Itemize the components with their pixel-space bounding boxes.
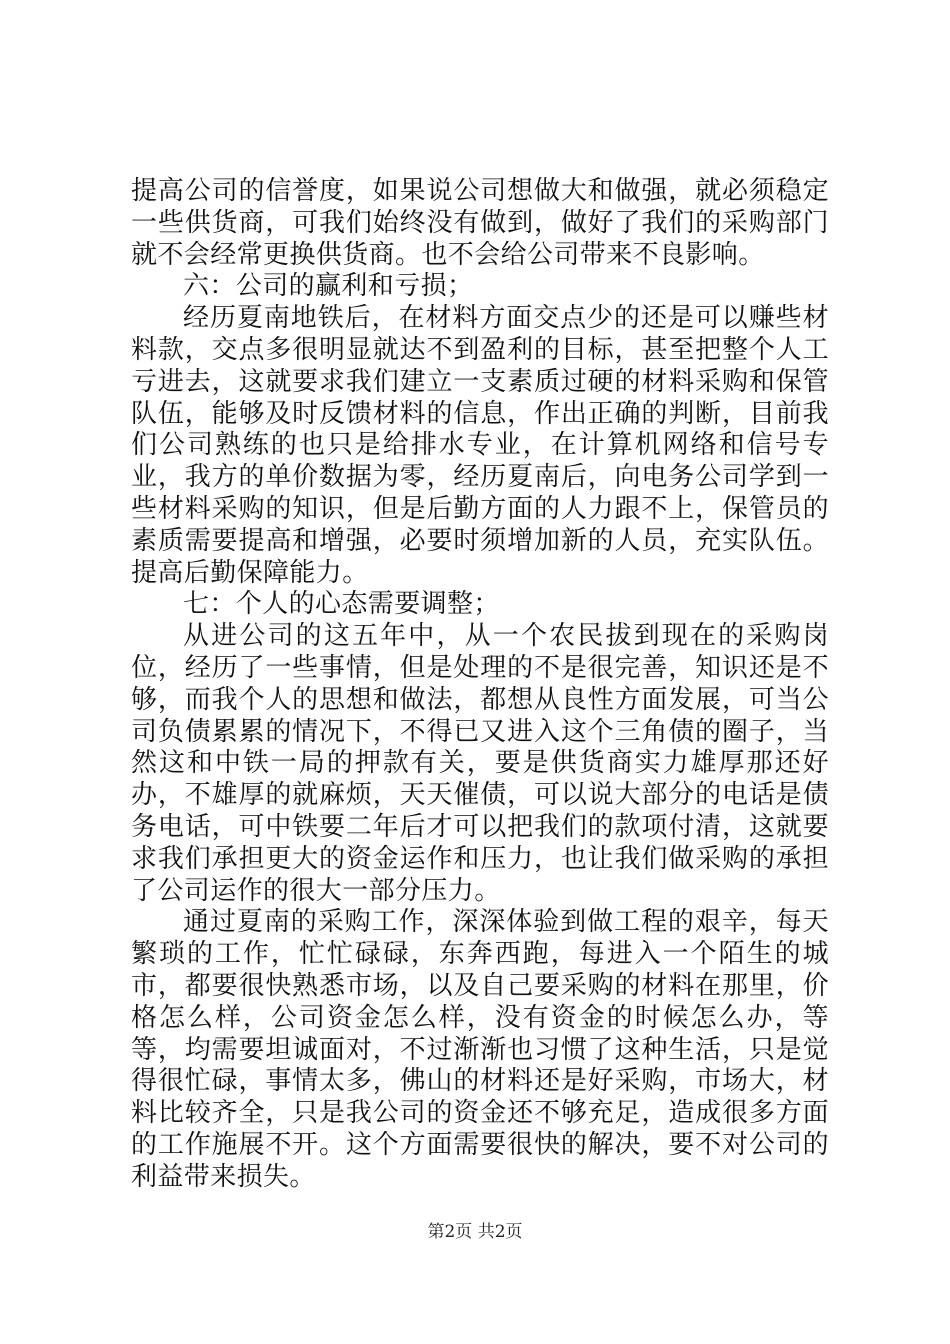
paragraph-profit-loss: 经历夏南地铁后，在材料方面交点少的还是可以赚些材料款，交点多很明显就达不到盈利的目标，甚至把整个人工亏进去，这就要求我们建立一支素质过硬的材料采购和保管队伍，能够及时反馈材料的信息，作出正确的判断，目前我们公司熟练的也只是给排水专业，在计算机网络和信号专业，我方的单价数据为零，经历夏南后，向电务公司学到一些材料采购的知识，但是后勤方面的人力跟不上，保管员的素质需要提高和增强，必要时须增加新的人员，充实队伍。提高后勤保障能力。 [131,303,829,588]
paragraph-summary: 通过夏南的采购工作，深深体验到做工程的艰辛，每天繁琐的工作，忙忙碌碌，东奔西跑，每进入一个陌生的城市，都要很快熟悉市场，以及自己要采购的材料在那里，价格怎么样，公司资金怎么样，没有资金的时候怎么办，等等，均需要坦诚面对，不过渐渐也习惯了这种生活，只是觉得很忙碌，事情太多，佛山的材料还是好采购，市场大，材料比较齐全，只是我公司的资金还不够充足，造成很多方面的工作施展不开。这个方面需要很快的解决，要不对公司的利益带来损失。 [131,907,829,1192]
page-number-footer: 第2页 共2页 [427,1222,523,1242]
paragraph-continuation: 提高公司的信誉度，如果说公司想做大和做强，就必须稳定一些供货商，可我们始终没有做到，做好了我们的采购部门就不会经常更换供货商。也不会给公司带来不良影响。 [131,176,829,270]
paragraph-personal-mindset: 从进公司的这五年中，从一个农民拔到现在的采购岗位，经历了一些事情，但是处理的不是很完善，知识还是不够，而我个人的思想和做法，都想从良性方面发展，可当公司负债累累的情况下，不得已又进入这个三角债的圈子，当然这和中铁一局的押款有关，要是供货商实力雄厚那还好办，不雄厚的就麻烦，天天催债，可以说大部分的电话是债务电话，可中铁要二年后才可以把我们的款项付清，这就要求我们承担更大的资金运作和压力，也让我们做采购的承担了公司运作的很大一部分压力。 [131,621,829,906]
document-body [131,176,829,1194]
section-heading-six: 六：公司的赢利和亏损； [183,271,474,302]
section-heading-seven: 七：个人的心态需要调整； [183,589,500,620]
